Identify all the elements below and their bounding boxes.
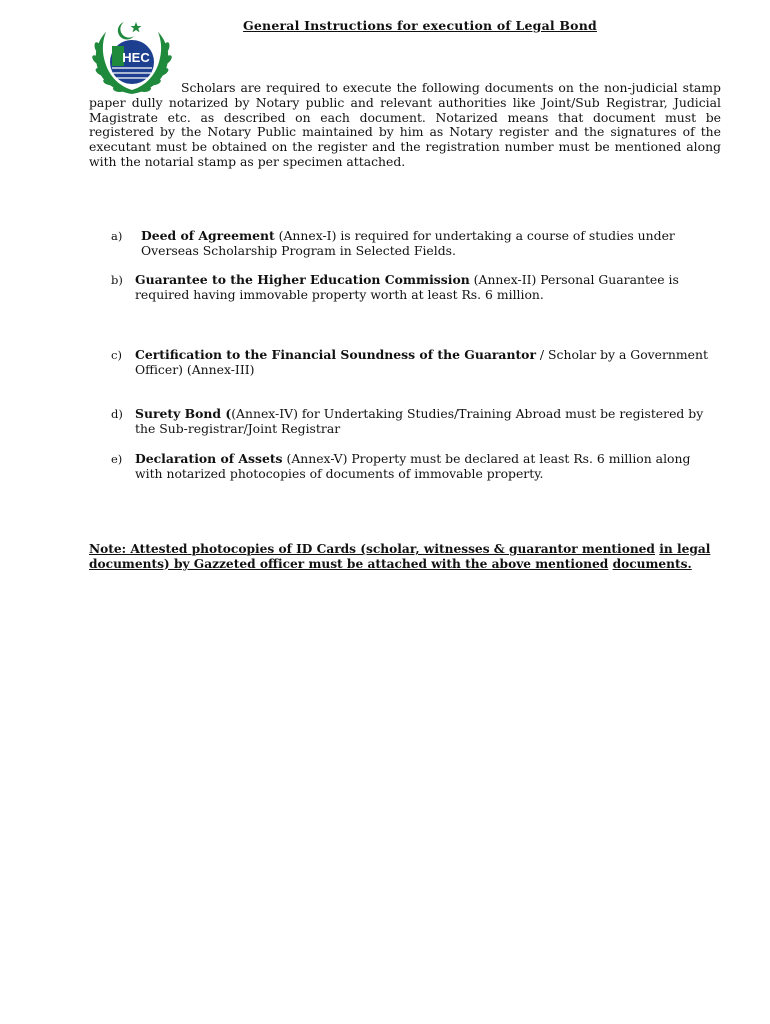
list-marker: b) (111, 273, 123, 287)
list-marker: a) (111, 229, 123, 243)
list-item-body (141, 229, 721, 259)
note-text-1: Note: Attested photocopies of ID Cards (scholar, witnesses & guarantor mentioned (89, 542, 655, 556)
list-item-body (135, 273, 721, 303)
item-heading: Deed of Agreement (141, 228, 275, 243)
list-marker: c) (111, 348, 122, 362)
item-text: (Annex-II) Personal Guarantee is required having immovable property worth at least Rs. 6 million. (135, 272, 679, 302)
item-text: (Annex-V) Property must be declared at least Rs. 6 million along with notarized photocopies of documents of immovable property. (135, 451, 691, 481)
document-title: General Instructions for execution of Legal Bond (243, 18, 597, 33)
item-text: / Scholar by a Government Officer) (Annex-III) (135, 347, 708, 377)
item-heading: Certification to the Financial Soundness of the Guarantor (135, 347, 536, 362)
item-heading: Guarantee to the Higher Education Commission (135, 272, 470, 287)
list-item-body (135, 348, 721, 378)
note-text-2: in legal documents) by Gazzeted officer must be attached with the above mentioned (89, 542, 711, 571)
list-marker: e) (111, 452, 123, 466)
logo-text: HEC (122, 50, 150, 65)
item-text: (Annex-IV) for Undertaking Studies/Training Abroad must be registered by the Sub-registrar/Joint Registrar (135, 406, 704, 436)
item-text: (Annex-I) is required for undertaking a course of studies under Overseas Scholarship Program in Selected Fields. (141, 228, 675, 258)
intro-paragraph: Scholars are required to execute the following documents on the non-judicial stamp paper dully notarized by Notary public and relevant authorities like Joint/Sub Registrar, Judicial Magistrate etc. as described on each document. Notarized means that document must be registered by the Notary Public maintained by him as Notary register and the signatures of the executant must be obtained on the register and the registration number must be mentioned along with the notarial stamp as per specimen attached. (89, 80, 721, 169)
item-heading: Surety Bond ( (135, 406, 232, 421)
list-item-body (135, 452, 721, 482)
list-marker: d) (111, 407, 123, 421)
note-paragraph (89, 542, 721, 571)
note-text-3: documents. (612, 556, 692, 571)
list-item-body (135, 407, 721, 437)
item-heading: Declaration of Assets (135, 451, 283, 466)
